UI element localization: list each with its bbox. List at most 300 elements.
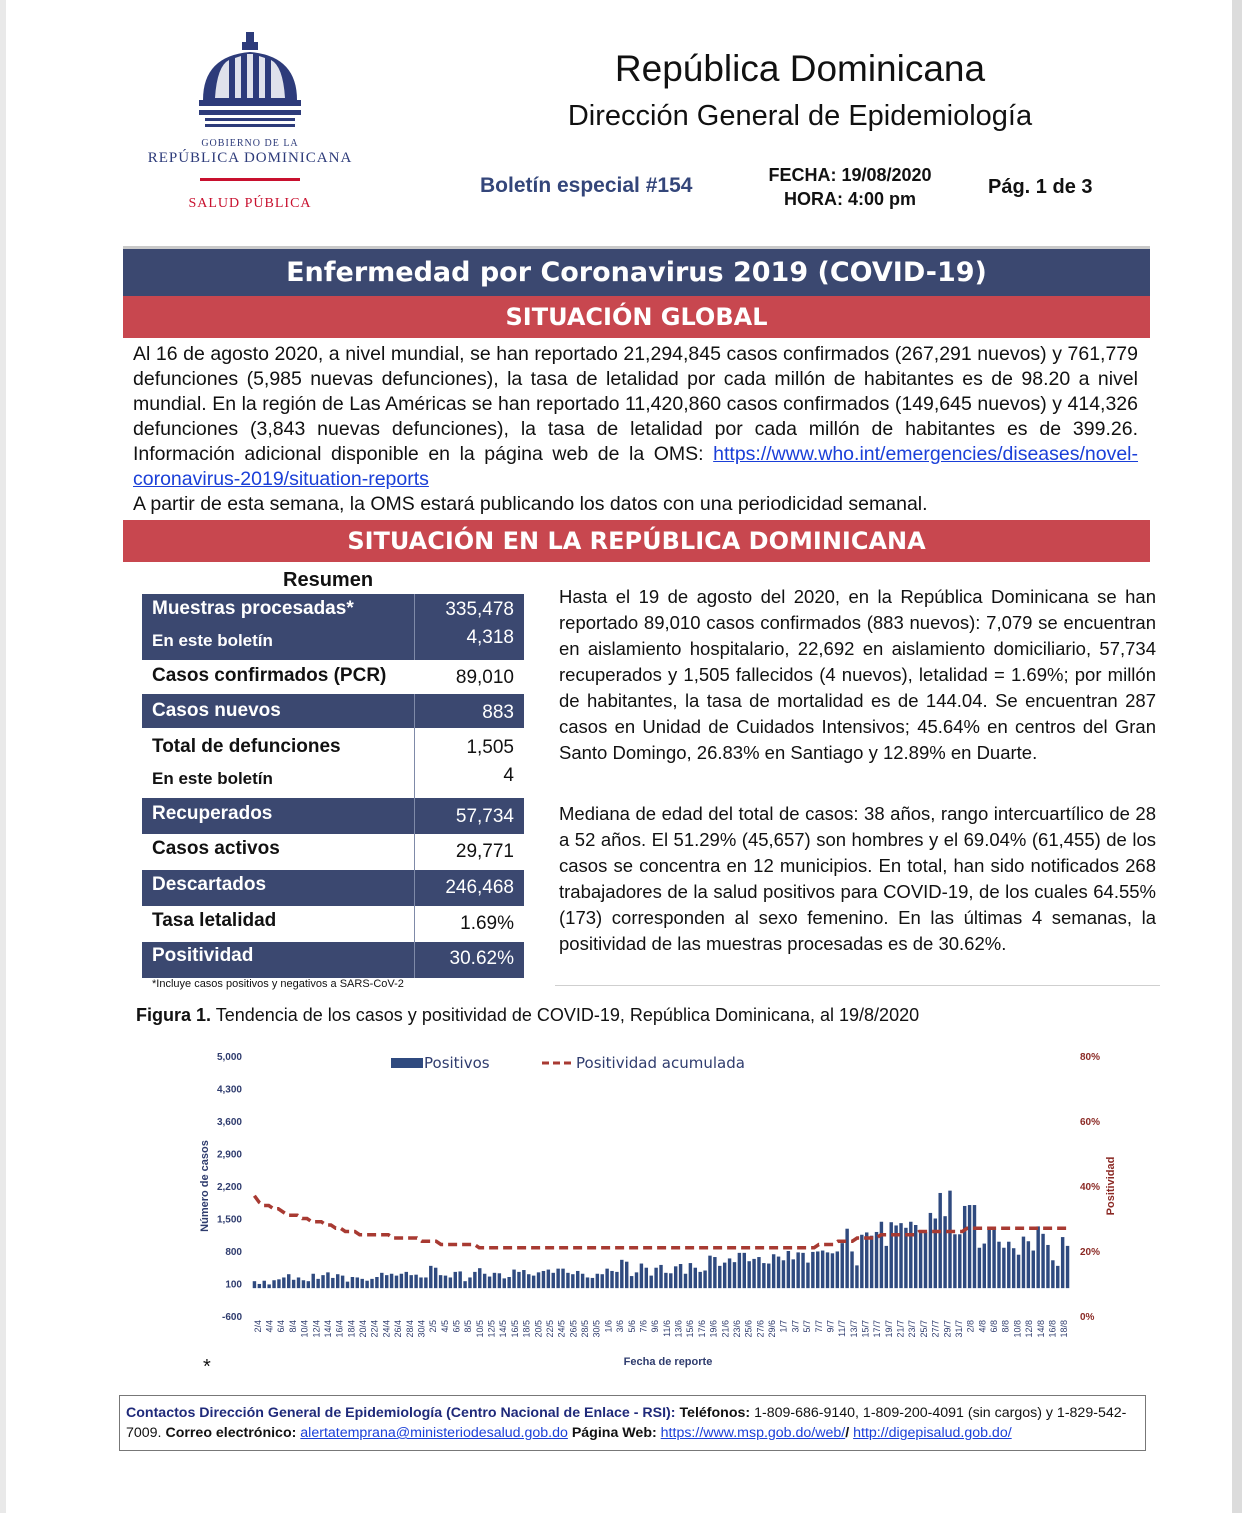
chart-bar	[532, 1276, 535, 1289]
table-footnote: *Incluye casos positivos y negativos a SARS-CoV-2	[152, 978, 404, 990]
x-tick-label: 14/8	[1035, 1320, 1046, 1338]
chart-bar	[282, 1277, 285, 1288]
chart-bar	[792, 1259, 795, 1288]
row-value: 29,771	[455, 841, 514, 862]
x-tick-label: 10/4	[299, 1320, 310, 1338]
y2-tick-label: 20%	[1080, 1247, 1101, 1258]
chart-bar	[307, 1281, 310, 1288]
x-tick-label: 7/7	[813, 1320, 824, 1333]
chart-bar	[454, 1272, 457, 1288]
chart-bar	[738, 1253, 741, 1288]
web-link-msp[interactable]: https://www.msp.gob.do/web/	[660, 1425, 846, 1441]
x-tick-label: 6/8	[989, 1320, 1000, 1333]
chart-bar	[351, 1277, 354, 1288]
footnote-star: *	[203, 1356, 211, 1378]
chart-bar	[973, 1205, 976, 1288]
chart-bar	[552, 1273, 555, 1288]
logo-republica-text: REPÚBLICA DOMINICANA	[147, 150, 353, 166]
chart-bar	[914, 1225, 917, 1288]
row-value: 4,318	[466, 627, 514, 648]
chart-bar	[507, 1277, 510, 1288]
chart-bar	[983, 1244, 986, 1289]
chart-bar	[762, 1263, 765, 1288]
chart-bar	[1027, 1241, 1030, 1288]
y-tick-label: 3,600	[216, 1117, 242, 1128]
chart-bar	[610, 1271, 613, 1288]
chart-bar	[576, 1271, 579, 1288]
chart-bar	[601, 1274, 604, 1288]
row-value: 30.62%	[449, 948, 514, 969]
chart-bar	[992, 1227, 995, 1288]
y-tick-label: 4,300	[216, 1084, 242, 1096]
chart-bar	[841, 1243, 844, 1288]
chart-bar	[517, 1272, 520, 1288]
cases-positivity-chart	[190, 1038, 1130, 1378]
table-row-confirmados	[142, 660, 524, 694]
y2-tick-label: 40%	[1080, 1182, 1101, 1193]
page-title: República Dominicana	[614, 48, 986, 89]
x-tick-label: 12/8	[1024, 1320, 1035, 1338]
chart-bar	[787, 1251, 790, 1288]
x-tick-label: 27/7	[930, 1320, 941, 1338]
row-value: 1.69%	[460, 913, 514, 934]
x-tick-label: 5/7	[802, 1320, 813, 1333]
chart-bar	[919, 1232, 922, 1288]
rd-paragraph-2: Mediana de edad del total de casos: 38 años, rango intercuartílico de 28 a 52 años. El 51.29% (45,657) son hombres y el 69.04% (61,455) de los casos se concentra en 12 municipios. En total, han sido notificados 268 trabajadores de la salud positivos para COVID-19, de los cuales 64.55% (173) corresponden al sexo femenino. En las últimas 4 semanas, la positividad de las muestras procesadas es de 30.62%.	[559, 803, 1156, 954]
chart-bar	[267, 1284, 270, 1288]
chart-bar	[542, 1271, 545, 1288]
chart-bar	[498, 1273, 501, 1288]
chart-bar	[409, 1275, 412, 1288]
x-tick-label: 8/8	[1000, 1320, 1011, 1333]
x-tick-label: 22/4	[369, 1320, 380, 1338]
x-tick-label: 24/4	[381, 1320, 392, 1338]
chart-bar	[400, 1274, 403, 1288]
x-tick-label: 4/4	[264, 1320, 275, 1333]
x-tick-label: 18/8	[1059, 1320, 1070, 1338]
email-link[interactable]: alertatemprana@ministeriodesalud.gob.do	[300, 1425, 568, 1441]
global-situation-text	[133, 342, 1138, 517]
x-tick-label: 29/7	[942, 1320, 953, 1338]
page-subtitle: Dirección General de Epidemiología	[567, 100, 1033, 132]
x-tick-label: 26/5	[568, 1320, 579, 1338]
chart-bar	[1051, 1260, 1054, 1288]
chart-bar	[625, 1262, 628, 1288]
chart-bar	[816, 1251, 819, 1288]
rd-paragraph-1: Hasta el 19 de agosto del 2020, en la República Dominicana se han reportado 89,010 casos confirmados (883 nuevos): 7,079 se encuentran en aislamiento hospitalario, 22,692 en aislamiento domiciliario, 57,734 recuperados y 1,505 fallecidos (4 nuevos), letalidad = 1.69%; por millón de habitantes, la tasa de mortalidad es de 144.04. Se encuentran 287 casos en Unidad de Cuidados Intensivos; 45.64% en centros del Gran Santo Domingo, 26.83% en Santiago y 12.89% en Duarte.	[559, 586, 1156, 763]
bulletin-date: FECHA: 19/08/2020	[768, 165, 932, 185]
y-tick-label: 800	[225, 1247, 242, 1258]
chart-bar	[1056, 1266, 1059, 1288]
global-banner: SITUACIÓN GLOBAL	[123, 296, 1150, 338]
chart-bar	[1041, 1234, 1044, 1288]
chart-bar	[370, 1279, 373, 1288]
row-label: Casos confirmados (PCR)	[152, 665, 387, 686]
chart-bar	[831, 1253, 834, 1288]
row-label: Casos nuevos	[152, 700, 281, 721]
table-row-nuevos	[142, 694, 524, 728]
x-tick-label: 30/5	[591, 1320, 602, 1338]
chart-bar	[684, 1274, 687, 1288]
table-row-letalidad	[142, 906, 524, 942]
chart-bar	[321, 1275, 324, 1288]
figure-caption-text: Tendencia de los casos y positividad de COVID-19, República Dominicana, al 19/8/2020	[211, 1005, 920, 1025]
chart-bar	[899, 1223, 902, 1288]
x-tick-label: 19/7	[883, 1320, 894, 1338]
x-tick-label: 3/6	[615, 1320, 626, 1333]
row-value: 1,505	[466, 737, 514, 758]
chart-bar	[850, 1251, 853, 1288]
chart-bar	[586, 1277, 589, 1288]
dome-emblem-icon	[195, 30, 305, 132]
x-tick-label: 13/7	[848, 1320, 859, 1338]
chart-bar	[713, 1257, 716, 1288]
row-label: En este boletín	[152, 631, 273, 650]
column-divider	[414, 906, 415, 942]
row-label: Total de defunciones	[152, 736, 341, 757]
x-tick-label: 19/6	[708, 1320, 719, 1338]
chart-bar	[493, 1273, 496, 1288]
x-tick-label: 15/7	[860, 1320, 871, 1338]
chart-bar	[556, 1269, 559, 1289]
chart-bar	[375, 1277, 378, 1288]
table-row-muestras	[142, 594, 524, 660]
web-link-digepisalud[interactable]: http://digepisalud.gob.do/	[853, 1425, 1012, 1441]
chart-bar	[414, 1275, 417, 1288]
x-tick-label: 6/5	[451, 1320, 462, 1333]
chart-bar	[801, 1253, 804, 1288]
chart-bar	[336, 1274, 339, 1288]
x-tick-label: 10/8	[1012, 1320, 1023, 1338]
chart-bar	[605, 1269, 608, 1289]
chart-bar	[654, 1268, 657, 1288]
chart-bar	[640, 1264, 643, 1289]
bulletin-time: HORA: 4:00 pm	[783, 189, 917, 209]
chart-bar	[615, 1272, 618, 1288]
row-label: Positividad	[152, 945, 254, 966]
x-tick-label: 17/7	[872, 1320, 883, 1338]
x-tick-label: 21/7	[895, 1320, 906, 1338]
chart-bar	[488, 1277, 491, 1289]
y-tick-label: -600	[221, 1312, 242, 1323]
chart-bar	[537, 1272, 540, 1288]
chart-bar	[380, 1273, 383, 1288]
chart-bar	[679, 1264, 682, 1288]
chart-bar	[483, 1274, 486, 1288]
x-tick-label: 9/7	[825, 1320, 836, 1333]
x-tick-label: 6/4	[276, 1320, 287, 1333]
column-divider	[414, 942, 415, 978]
chart-bar	[963, 1206, 966, 1288]
chart-bar	[444, 1276, 447, 1289]
row-label: Muestras procesadas*	[152, 598, 354, 619]
x-tick-label: 25/6	[743, 1320, 754, 1338]
chart-bar	[806, 1263, 809, 1289]
resumen-title: Resumen	[283, 569, 374, 591]
chart-bar	[674, 1266, 677, 1288]
x-tick-label: 13/6	[673, 1320, 684, 1338]
chart-bar	[449, 1277, 452, 1288]
chart-bar	[405, 1272, 408, 1288]
x-tick-label: 16/4	[334, 1320, 345, 1338]
column-divider	[414, 798, 415, 834]
chart-bar	[757, 1257, 760, 1288]
x-tick-label: 31/7	[953, 1320, 964, 1338]
chart-bar	[434, 1268, 437, 1288]
chart-bar	[1046, 1245, 1049, 1288]
x-tick-label: 27/6	[755, 1320, 766, 1338]
chart-bar	[821, 1251, 824, 1289]
x-tick-label: 24/5	[556, 1320, 567, 1338]
x-tick-label: 10/5	[474, 1320, 485, 1338]
chart-bar	[743, 1253, 746, 1288]
column-divider	[414, 694, 415, 728]
x-tick-label: 14/4	[322, 1320, 333, 1338]
chart-bar	[253, 1281, 256, 1288]
chart-bar	[312, 1274, 315, 1288]
x-tick-label: 5/6	[626, 1320, 637, 1333]
main-banner: Enfermedad por Coronavirus 2019 (COVID-19)	[123, 246, 1150, 297]
bulletin-number: Boletín especial #154	[480, 174, 693, 197]
x-tick-label: 14/5	[498, 1320, 509, 1338]
chart-bar	[948, 1191, 951, 1289]
x-tick-label: 28/4	[404, 1320, 415, 1338]
chart-bar	[752, 1259, 755, 1288]
x-tick-label: 23/7	[907, 1320, 918, 1338]
x-tick-label: 8/5	[463, 1320, 474, 1333]
chart-bar	[890, 1222, 893, 1288]
chart-bar	[356, 1277, 359, 1288]
chart-bar	[1022, 1237, 1025, 1289]
phone-numbers: 1-809-686-9140, 1-809-200-4091 (sin cargos) y 1-829-542-7009.	[126, 1405, 1127, 1441]
y2-tick-label: 0%	[1080, 1312, 1095, 1323]
x-tick-label: 25/7	[918, 1320, 929, 1338]
chart-bar	[561, 1269, 564, 1289]
x-tick-label: 21/6	[720, 1320, 731, 1338]
row-value: 246,468	[445, 877, 514, 898]
logo-divider	[200, 178, 300, 181]
x-tick-label: 29/6	[767, 1320, 778, 1338]
table-row-activos	[142, 834, 524, 870]
contact-box	[119, 1395, 1146, 1451]
x-tick-label: 4/8	[977, 1320, 988, 1333]
chart-bar	[860, 1235, 863, 1288]
chart-bar	[316, 1279, 319, 1288]
chart-bar	[767, 1264, 770, 1289]
table-row-descartados	[142, 870, 524, 906]
chart-bar	[929, 1213, 932, 1288]
chart-bar	[302, 1280, 305, 1288]
chart-bar	[649, 1276, 652, 1289]
chart-bar	[689, 1263, 692, 1288]
chart-bar	[635, 1272, 638, 1288]
x-tick-label: 2/4	[252, 1320, 263, 1333]
legend-swatch-positivos	[391, 1058, 423, 1068]
x-tick-label: 7/6	[638, 1320, 649, 1333]
chart-bar	[978, 1248, 981, 1288]
chart-bar	[694, 1268, 697, 1288]
figure-label: Figura 1.	[136, 1005, 212, 1025]
chart-bar	[361, 1279, 364, 1288]
x-tick-label: 8/4	[287, 1320, 298, 1333]
y2-axis-title: Positividad	[1105, 1156, 1117, 1216]
logo-salud-text: SALUD PÚBLICA	[188, 196, 312, 211]
chart-bar	[747, 1261, 750, 1288]
chart-bar	[272, 1280, 275, 1288]
chart-bar	[571, 1274, 574, 1288]
figure-caption	[136, 1005, 919, 1026]
column-divider	[414, 594, 415, 660]
chart-bar	[287, 1274, 290, 1288]
chart-bar	[708, 1256, 711, 1289]
row-value: 335,478	[445, 599, 514, 620]
y-tick-label: 1,500	[216, 1214, 242, 1226]
row-label: Recuperados	[152, 803, 273, 824]
x-tick-label: 18/5	[521, 1320, 532, 1338]
chart-bar	[297, 1277, 300, 1288]
chart-bar	[1032, 1251, 1035, 1289]
chart-bar	[855, 1265, 858, 1288]
table-row-positividad	[142, 942, 524, 978]
x-tick-label: 26/4	[393, 1320, 404, 1338]
chart-bar	[826, 1252, 829, 1288]
chart-bar	[772, 1254, 775, 1288]
chart-bar	[723, 1263, 726, 1289]
rd-banner: SITUACIÓN EN LA REPÚBLICA DOMINICANA	[123, 520, 1150, 562]
row-value: 4	[503, 765, 514, 786]
y-tick-label: 2,200	[216, 1182, 242, 1193]
chart-bar	[503, 1278, 506, 1288]
email-label: Correo electrónico:	[165, 1425, 297, 1441]
government-logo	[130, 30, 370, 220]
chart-bar	[620, 1260, 623, 1288]
x-tick-label: 1/6	[603, 1320, 614, 1333]
x-tick-label: 23/6	[731, 1320, 742, 1338]
x-tick-label: 18/4	[346, 1320, 357, 1338]
y-tick-label: 2,900	[216, 1149, 242, 1161]
chart-bar	[326, 1272, 329, 1288]
chart-bar	[777, 1257, 780, 1289]
web-separator: /	[845, 1425, 850, 1441]
chart-bar	[943, 1216, 946, 1288]
legend-label-positividad: Positividad acumulada	[576, 1054, 745, 1072]
who-link[interactable]: https://www.who.int/emergencies/diseases/novel-coronavirus-2019/situation-reports	[133, 443, 1139, 490]
global-paragraph: Al 16 de agosto 2020, a nivel mundial, se han reportado 21,294,845 casos confirmados (267,291 nuevos) y 761,779 defunciones (5,985 nuevas defunciones), la tasa de letalidad por cada millón de habitantes es de 98.20 a nivel mundial. En la región de Las Américas se han reportado 11,420,860 casos confirmados (149,645 nuevos) y 414,326 defunciones (3,843 nuevas defunciones), la tasa de letalidad por cada millón de habitantes es de 399.26. Información adicional disponible en la página web de la OMS:	[133, 343, 1138, 465]
x-tick-label: 12/5	[486, 1320, 497, 1338]
chart-bar	[703, 1271, 706, 1289]
chart-bar	[458, 1271, 461, 1288]
chart-bar	[1061, 1237, 1064, 1288]
chart-bar	[277, 1279, 280, 1288]
chart-bar	[865, 1232, 868, 1288]
chart-bar	[473, 1272, 476, 1288]
chart-bar	[385, 1275, 388, 1288]
chart-bar	[463, 1281, 466, 1288]
text-divider-line	[555, 985, 1160, 986]
row-label: Descartados	[152, 874, 267, 895]
row-label: En este boletín	[152, 769, 273, 788]
x-tick-label: 16/8	[1047, 1320, 1058, 1338]
x-tick-label: 22/5	[544, 1320, 555, 1338]
x-tick-label: 2/8	[965, 1320, 976, 1333]
chart-bar	[527, 1274, 530, 1288]
x-tick-label: 11/6	[661, 1320, 672, 1337]
chart-bar	[581, 1274, 584, 1288]
chart-bar	[904, 1228, 907, 1288]
chart-bar	[953, 1234, 956, 1288]
chart-bar	[885, 1246, 888, 1288]
chart-bar	[728, 1258, 731, 1288]
y2-tick-label: 60%	[1080, 1117, 1101, 1128]
chart-bar	[395, 1276, 398, 1289]
y-axis-title: Número de casos	[199, 1140, 211, 1232]
x-tick-label: 20/5	[533, 1320, 544, 1338]
chart-bar	[997, 1242, 1000, 1288]
chart-bar	[365, 1281, 368, 1288]
chart-bar	[390, 1274, 393, 1288]
x-tick-label: 4/5	[439, 1320, 450, 1333]
chart-bar	[424, 1277, 427, 1288]
table-row-recuperados	[142, 798, 524, 834]
chart-bar	[596, 1274, 599, 1288]
chart-bar	[698, 1272, 701, 1288]
chart-bar	[566, 1273, 569, 1288]
x-tick-label: 28/5	[580, 1320, 591, 1338]
chart-bar	[292, 1280, 295, 1288]
x-tick-label: 9/6	[650, 1320, 661, 1333]
bulletin-date-block	[752, 163, 948, 211]
chart-bar	[630, 1276, 633, 1288]
chart-bar	[1066, 1246, 1069, 1288]
chart-bar	[875, 1232, 878, 1288]
chart-bar	[419, 1277, 422, 1288]
chart-bar	[733, 1262, 736, 1288]
x-axis-title: Fecha de reporte	[623, 1356, 713, 1368]
chart-bar	[958, 1234, 961, 1288]
chart-bar	[512, 1270, 515, 1289]
x-tick-label: 1/7	[778, 1320, 789, 1333]
x-tick-label: 20/4	[358, 1320, 369, 1338]
column-divider	[414, 834, 415, 870]
page-number: Pág. 1 de 3	[988, 176, 1093, 198]
chart-bar	[591, 1278, 594, 1288]
chart-bar	[782, 1260, 785, 1288]
chart-bar	[331, 1278, 334, 1288]
chart-bar	[1017, 1255, 1020, 1288]
row-label: Tasa letalidad	[152, 910, 277, 931]
chart-bar	[880, 1222, 883, 1288]
chart-bar	[645, 1268, 648, 1288]
column-divider	[414, 728, 415, 798]
x-tick-label: 2/5	[428, 1320, 439, 1333]
x-tick-label: 11/7	[837, 1320, 848, 1337]
chart-bar	[522, 1270, 525, 1288]
chart-bar	[909, 1222, 912, 1288]
y-tick-label: 100	[225, 1279, 242, 1291]
chart-bar	[263, 1281, 266, 1288]
chart-bar	[811, 1252, 814, 1288]
x-tick-label: 17/6	[696, 1320, 707, 1338]
chart-bar	[1036, 1226, 1039, 1288]
chart-bar	[1002, 1248, 1005, 1288]
chart-bar	[934, 1219, 937, 1289]
chart-bar	[341, 1276, 344, 1289]
x-tick-label: 15/6	[685, 1320, 696, 1338]
legend-label-positivos: Positivos	[424, 1054, 490, 1072]
page-gutter	[1232, 0, 1242, 1513]
chart-bar	[924, 1232, 927, 1288]
row-label: Casos activos	[152, 838, 280, 859]
